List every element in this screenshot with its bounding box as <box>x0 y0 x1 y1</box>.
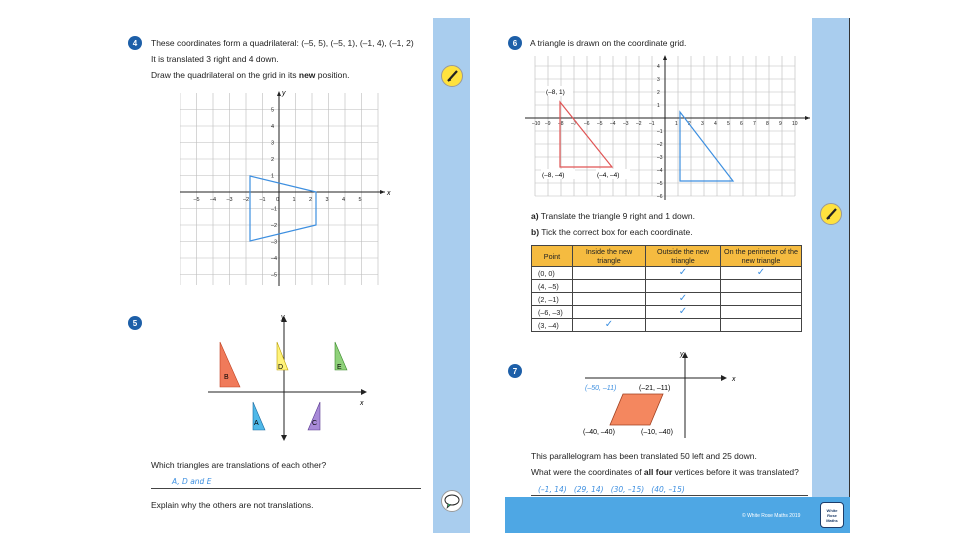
q7-answer-line <box>531 495 808 496</box>
table-cell-inside[interactable] <box>573 293 646 306</box>
q6-x-tick-label: 3 <box>701 121 704 127</box>
table-cell-outside[interactable]: ✓ <box>646 267 721 280</box>
triangle-d-label: D <box>278 364 284 371</box>
q4-y-axis-label: y <box>282 90 286 97</box>
footer-copyright: © White Rose Maths 2019 <box>742 513 801 519</box>
q7-parallelogram-diagram <box>575 350 745 440</box>
table-cell-point: (4, –5) <box>532 280 573 293</box>
q7-handwritten-answer: (–1, 14) (29, 14) (30, –15) (40, –15) <box>538 485 685 494</box>
q4-x-tick-label: 1 <box>292 197 296 203</box>
q4-line-2: It is translated 3 right and 4 down. <box>151 54 279 64</box>
q4-y-tick-label: 3 <box>271 140 275 147</box>
q5-question-2: Explain why the others are not translations. <box>151 500 314 510</box>
q7-parallelogram <box>610 394 663 425</box>
triangle-c-label: C <box>312 420 318 427</box>
q6-y-tick-label: –3 <box>657 155 663 161</box>
q7-line-2 <box>531 467 799 477</box>
q6-y-tick-label: –6 <box>657 194 663 200</box>
triangle-b <box>220 342 240 387</box>
q6-coordinate-grid <box>525 54 815 202</box>
table-row <box>532 267 802 280</box>
q7-vertex-label-3: (–10, –40) <box>641 429 673 436</box>
q6-x-tick-label: 4 <box>714 121 717 127</box>
q7-line-1: This parallelogram has been translated 50 left and 25 down. <box>531 451 757 461</box>
question-6-badge: 6 <box>508 36 522 50</box>
question-7-badge: 7 <box>508 364 522 378</box>
q6-x-tick-label: 5 <box>727 121 730 127</box>
q6-x-tick-label: –3 <box>623 121 629 127</box>
q6-x-tick-label: –8 <box>558 121 564 127</box>
q6-x-tick-label: –9 <box>545 121 551 127</box>
q5-question: Which triangles are translations of each other? <box>151 460 327 470</box>
q4-line-1: These coordinates form a quadrilateral: (–5, 5), (–5, 1), (–1, 4), (–1, 2) <box>151 38 414 48</box>
white-rose-logo <box>820 502 844 528</box>
q4-x-tick-label: –5 <box>193 197 200 203</box>
q7-vertex-label-2: (–40, –40) <box>583 429 615 436</box>
left-side-band <box>433 18 470 533</box>
q6-x-tick-label: –10 <box>532 121 541 127</box>
q6-x-tick-label: 7 <box>753 121 756 127</box>
table-cell-perimeter[interactable] <box>721 319 802 332</box>
table-cell-point: (2, –1) <box>532 293 573 306</box>
table-header-point: Point <box>532 246 573 267</box>
table-row <box>532 306 802 319</box>
table-cell-inside[interactable] <box>573 280 646 293</box>
q5-y-axis-label: y <box>281 314 285 321</box>
q6-label-point-3: (–4, –4) <box>597 172 620 179</box>
q7-x-axis-label: x <box>732 376 736 383</box>
table-row <box>532 293 802 306</box>
q4-y-tick-label: –5 <box>271 272 278 279</box>
question-4-badge: 4 <box>128 36 142 50</box>
table-cell-outside[interactable]: ✓ <box>646 293 721 306</box>
q6-part-b-text: Tick the correct box for each coordinate. <box>541 227 693 237</box>
q4-x-tick-label: –1 <box>259 197 266 203</box>
q5-triangle-diagram <box>200 312 380 442</box>
q6-label-point-1: (–8, 1) <box>546 89 565 96</box>
q6-x-tick-label: –7 <box>571 121 577 127</box>
q6-x-tick-label: 2 <box>688 121 691 127</box>
q7-line-2-bold: all four <box>643 467 673 477</box>
q5-answer-line <box>151 488 421 489</box>
q5-handwritten-answer: A, D and E <box>172 477 212 486</box>
q6-x-tick-label: –6 <box>584 121 590 127</box>
table-cell-perimeter[interactable] <box>721 280 802 293</box>
table-cell-outside[interactable] <box>646 319 721 332</box>
table-header-outside: Outside the new triangle <box>646 246 721 267</box>
q4-y-tick-label: 5 <box>271 107 275 114</box>
table-cell-outside[interactable] <box>646 280 721 293</box>
q6-part-a <box>531 211 695 221</box>
q6-x-tick-label: 6 <box>740 121 743 127</box>
table-row <box>532 319 802 332</box>
right-side-band <box>812 18 850 533</box>
q5-x-axis-label: x <box>360 400 364 407</box>
q4-y-tick-label: 4 <box>271 124 275 130</box>
table-row <box>532 280 802 293</box>
q6-y-tick-label: –2 <box>657 142 663 148</box>
table-header-perimeter: On the perimeter of the new triangle <box>721 246 802 267</box>
q4-line-3 <box>151 70 349 80</box>
q6-part-b <box>531 227 693 237</box>
q6-y-tick-label: –5 <box>657 181 663 187</box>
q6-translated-triangle <box>680 112 733 181</box>
q4-x-tick-label: 2 <box>309 197 313 203</box>
q6-y-tick-label: –1 <box>657 129 663 135</box>
q6-table <box>531 245 802 332</box>
q6-part-a-label: a) <box>531 211 539 221</box>
table-cell-point: (0, 0) <box>532 267 573 280</box>
q4-y-tick-label: 2 <box>271 157 275 163</box>
q6-label-point-2: (–8, –4) <box>542 172 565 179</box>
table-cell-point: (–6, –3) <box>532 306 573 319</box>
q6-x-tick-label: –5 <box>597 121 603 127</box>
q6-x-tick-label: –2 <box>636 121 642 127</box>
q6-y-tick-label: 3 <box>657 77 660 83</box>
table-cell-point: (3, –4) <box>532 319 573 332</box>
q4-line-3-bold: new <box>298 70 316 80</box>
table-cell-inside[interactable] <box>573 267 646 280</box>
q7-handwritten-vertex: (–50, –11) <box>585 385 617 392</box>
q6-x-tick-label: –1 <box>649 121 655 127</box>
q4-line-3-post: position. <box>315 70 350 80</box>
triangle-a-label: A <box>254 420 259 427</box>
table-cell-inside[interactable]: ✓ <box>573 319 646 332</box>
q4-x-tick-label: 3 <box>325 197 329 203</box>
q7-vertex-label-1: (–21, –11) <box>639 385 671 392</box>
q4-y-tick-label: –2 <box>271 223 278 229</box>
q6-y-tick-label: 2 <box>657 90 660 96</box>
q6-x-tick-label: 10 <box>792 121 798 127</box>
table-cell-inside[interactable] <box>573 306 646 319</box>
q6-x-tick-label: 8 <box>766 121 769 127</box>
q4-line-3-pre: Draw the quadrilateral on the grid in its <box>151 70 299 80</box>
q4-y-tick-label: 1 <box>271 173 275 180</box>
question-5-badge: 5 <box>128 316 142 330</box>
q7-y-axis-label: y <box>680 351 684 358</box>
q4-coordinate-grid <box>180 88 395 288</box>
q4-y-tick-label: –3 <box>271 239 278 246</box>
q4-y-tick-label: –4 <box>271 256 278 262</box>
q6-x-tick-label: –4 <box>610 121 616 127</box>
q6-y-tick-label: 1 <box>657 103 660 109</box>
q6-part-a-text: Translate the triangle 9 right and 1 down. <box>540 211 695 221</box>
q6-x-tick-label: 9 <box>779 121 782 127</box>
table-header-inside: Inside the new triangle <box>573 246 646 267</box>
table-cell-perimeter[interactable] <box>721 293 802 306</box>
triangle-e-label: E <box>337 364 342 371</box>
q6-x-tick-label: 1 <box>675 121 678 127</box>
q4-x-tick-label: 4 <box>342 197 346 203</box>
pencil-icon <box>441 65 463 87</box>
q7-line-2-post: vertices before it was translated? <box>672 467 799 477</box>
q4-x-tick-label: –3 <box>226 197 233 203</box>
pencil-icon <box>820 203 842 225</box>
table-cell-outside[interactable]: ✓ <box>646 306 721 319</box>
q4-x-axis-label: x <box>387 190 391 197</box>
q4-x-tick-label: 0 <box>276 197 280 203</box>
right-page-edge <box>849 18 850 533</box>
q7-line-2-pre: What were the coordinates of <box>531 467 644 477</box>
table-cell-perimeter[interactable] <box>721 306 802 319</box>
speech-bubble-icon <box>441 490 463 512</box>
q6-part-b-label: b) <box>531 227 540 237</box>
q4-x-tick-label: –4 <box>210 197 217 203</box>
triangle-b-label: B <box>224 374 229 381</box>
q6-y-tick-label: –4 <box>657 168 663 174</box>
q6-intro: A triangle is drawn on the coordinate grid. <box>530 38 687 48</box>
q4-y-tick-label: –1 <box>271 206 278 213</box>
logo-text: White Rose Maths <box>826 507 838 523</box>
table-cell-perimeter[interactable]: ✓ <box>721 267 802 280</box>
q4-x-tick-label: –2 <box>243 197 250 203</box>
q6-y-tick-label: 4 <box>657 64 660 70</box>
q4-x-tick-label: 5 <box>358 197 362 203</box>
